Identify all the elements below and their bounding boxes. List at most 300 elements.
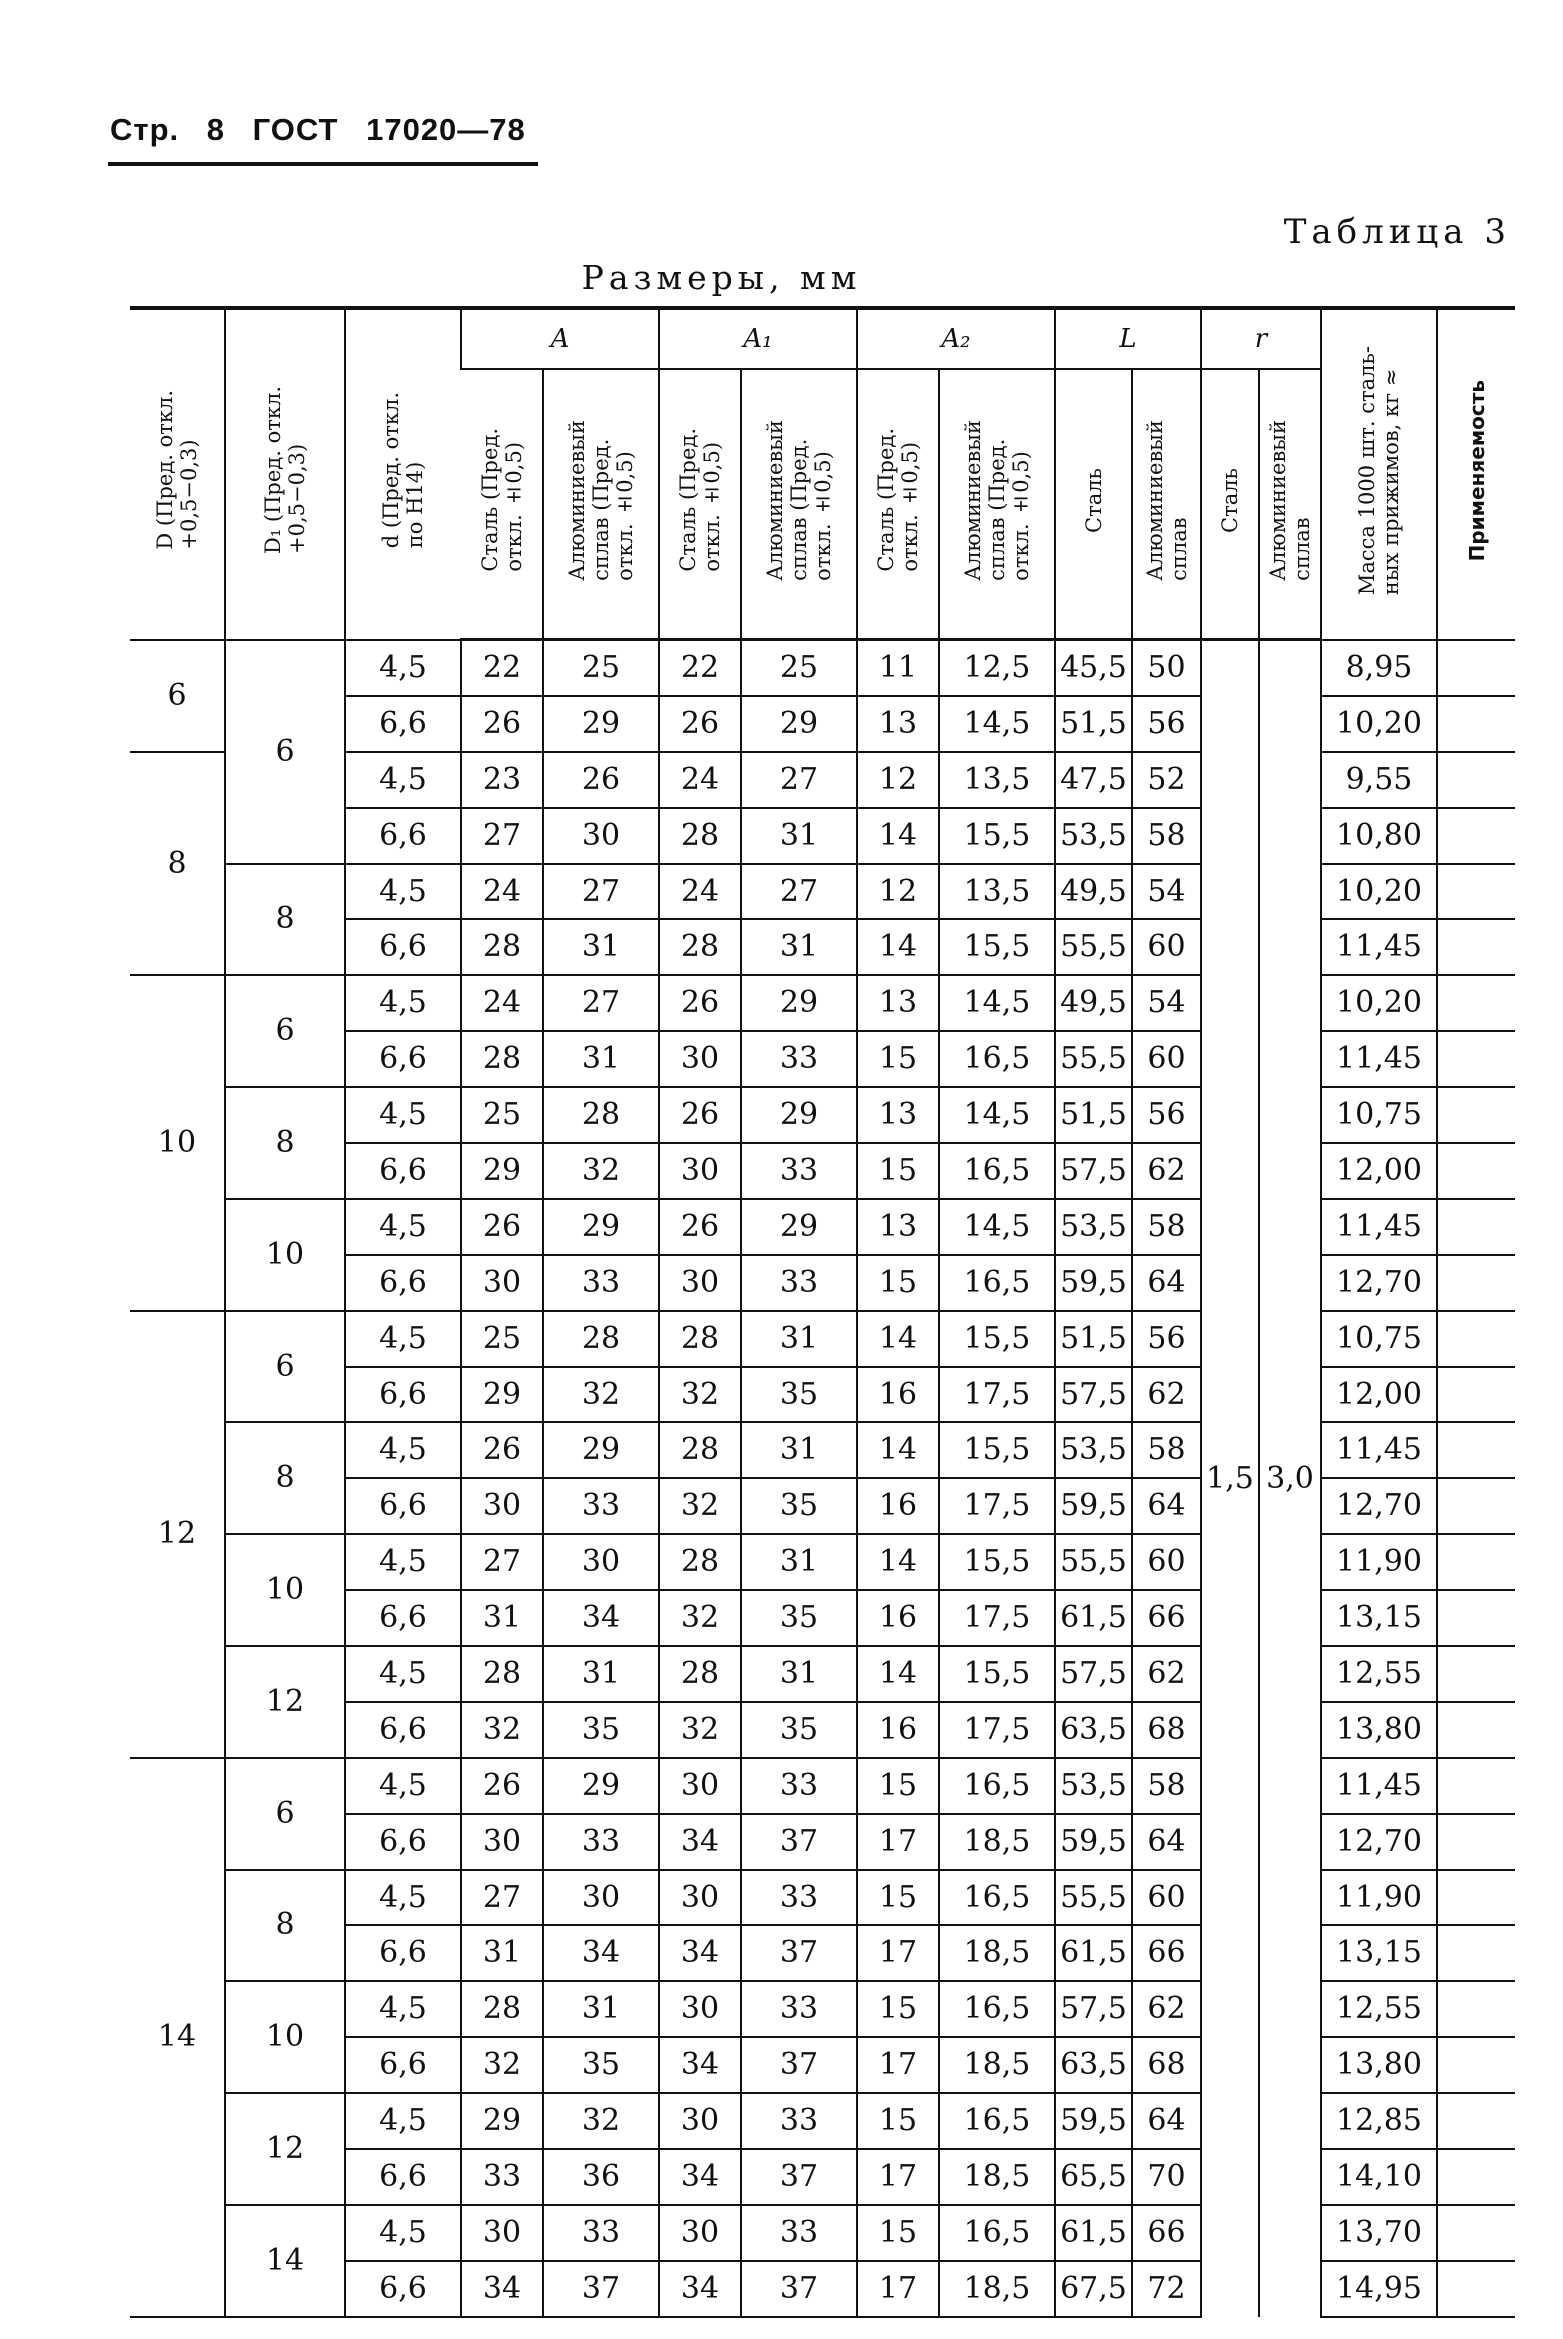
cell-A2-alu: 15,5 <box>939 1534 1055 1590</box>
cell-A2-alu: 17,5 <box>939 1590 1055 1646</box>
cell-A1-alu: 33 <box>741 1758 857 1814</box>
header-application: Применяемость <box>1437 308 1515 640</box>
cell-d: 6,6 <box>345 1367 461 1423</box>
cell-A-alu: 30 <box>543 1534 659 1590</box>
header-A-alu: Алюминиевый сплав (Пред. откл. ±0,5) <box>543 369 659 640</box>
cell-A1-steel: 26 <box>659 696 741 752</box>
cell-A2-steel: 14 <box>857 1534 939 1590</box>
cell-L-steel: 67,5 <box>1055 2261 1132 2317</box>
cell-application <box>1437 1981 1515 2037</box>
cell-D1: 10 <box>225 1981 345 2093</box>
cell-A1-steel: 34 <box>659 2261 741 2317</box>
cell-mass: 8,95 <box>1321 640 1437 696</box>
cell-L-steel: 53,5 <box>1055 808 1132 864</box>
header-rule <box>108 162 538 166</box>
cell-A1-steel: 32 <box>659 1590 741 1646</box>
cell-mass: 11,90 <box>1321 1534 1437 1590</box>
cell-L-alu: 60 <box>1132 919 1201 975</box>
cell-A2-alu: 16,5 <box>939 1031 1055 1087</box>
cell-A2-alu: 18,5 <box>939 2261 1055 2317</box>
cell-A2-alu: 18,5 <box>939 2149 1055 2205</box>
cell-A1-steel: 34 <box>659 2149 741 2205</box>
cell-A-alu: 27 <box>543 975 659 1031</box>
cell-D1: 8 <box>225 864 345 976</box>
cell-A2-steel: 15 <box>857 2093 939 2149</box>
cell-A1-steel: 28 <box>659 1534 741 1590</box>
cell-d: 4,5 <box>345 752 461 808</box>
cell-A-alu: 32 <box>543 1143 659 1199</box>
cell-L-alu: 52 <box>1132 752 1201 808</box>
cell-d: 4,5 <box>345 640 461 696</box>
cell-A2-alu: 17,5 <box>939 1702 1055 1758</box>
cell-A1-steel: 30 <box>659 1255 741 1311</box>
dimensions-table <box>130 306 1515 2318</box>
cell-d: 6,6 <box>345 808 461 864</box>
cell-A2-steel: 15 <box>857 2205 939 2261</box>
cell-A2-steel: 15 <box>857 1143 939 1199</box>
cell-mass: 10,75 <box>1321 1087 1437 1143</box>
cell-A2-alu: 16,5 <box>939 1758 1055 1814</box>
header-D1: D₁ (Пред. откл. +0,5−0,3) <box>225 308 345 640</box>
cell-A1-steel: 34 <box>659 1925 741 1981</box>
cell-A1-alu: 33 <box>741 2205 857 2261</box>
cell-A1-alu: 37 <box>741 2149 857 2205</box>
cell-L-alu: 64 <box>1132 2093 1201 2149</box>
cell-A-steel: 27 <box>461 1870 543 1926</box>
cell-A-alu: 31 <box>543 1031 659 1087</box>
cell-A1-steel: 34 <box>659 2037 741 2093</box>
cell-A-alu: 35 <box>543 2037 659 2093</box>
cell-A2-alu: 14,5 <box>939 696 1055 752</box>
header-group-A: A <box>461 308 659 369</box>
cell-A-steel: 26 <box>461 1422 543 1478</box>
cell-A2-steel: 16 <box>857 1478 939 1534</box>
cell-application <box>1437 1870 1515 1926</box>
cell-L-steel: 59,5 <box>1055 2093 1132 2149</box>
cell-d: 4,5 <box>345 864 461 920</box>
cell-A1-steel: 34 <box>659 1814 741 1870</box>
cell-d: 4,5 <box>345 1534 461 1590</box>
cell-d: 6,6 <box>345 2037 461 2093</box>
cell-L-steel: 59,5 <box>1055 1478 1132 1534</box>
cell-application <box>1437 808 1515 864</box>
cell-mass: 10,75 <box>1321 1311 1437 1367</box>
cell-A-steel: 24 <box>461 975 543 1031</box>
cell-A1-alu: 31 <box>741 919 857 975</box>
cell-A1-steel: 26 <box>659 1199 741 1255</box>
cell-L-alu: 72 <box>1132 2261 1201 2317</box>
cell-A2-alu: 16,5 <box>939 2205 1055 2261</box>
cell-mass: 10,20 <box>1321 864 1437 920</box>
cell-A2-alu: 16,5 <box>939 2093 1055 2149</box>
cell-A1-steel: 32 <box>659 1367 741 1423</box>
cell-d: 6,6 <box>345 2261 461 2317</box>
cell-A1-alu: 35 <box>741 1590 857 1646</box>
cell-application <box>1437 1925 1515 1981</box>
cell-L-steel: 59,5 <box>1055 1255 1132 1311</box>
cell-A-alu: 33 <box>543 1814 659 1870</box>
cell-A1-alu: 27 <box>741 752 857 808</box>
cell-L-steel: 53,5 <box>1055 1199 1132 1255</box>
cell-L-steel: 53,5 <box>1055 1758 1132 1814</box>
cell-L-steel: 55,5 <box>1055 1870 1132 1926</box>
cell-A-steel: 26 <box>461 696 543 752</box>
cell-A2-alu: 16,5 <box>939 1255 1055 1311</box>
cell-A-alu: 30 <box>543 808 659 864</box>
cell-L-alu: 60 <box>1132 1534 1201 1590</box>
cell-application <box>1437 696 1515 752</box>
cell-A1-alu: 27 <box>741 864 857 920</box>
cell-A1-alu: 33 <box>741 1981 857 2037</box>
cell-A2-alu: 14,5 <box>939 1199 1055 1255</box>
cell-application <box>1437 1031 1515 1087</box>
header-A-steel: Сталь (Пред. откл. ±0,5) <box>461 369 543 640</box>
cell-A-alu: 28 <box>543 1311 659 1367</box>
cell-mass: 13,70 <box>1321 2205 1437 2261</box>
cell-A2-steel: 16 <box>857 1590 939 1646</box>
cell-mass: 12,70 <box>1321 1478 1437 1534</box>
cell-L-steel: 59,5 <box>1055 1814 1132 1870</box>
cell-A-alu: 31 <box>543 1981 659 2037</box>
cell-L-alu: 68 <box>1132 1702 1201 1758</box>
cell-d: 4,5 <box>345 1870 461 1926</box>
cell-d: 6,6 <box>345 1031 461 1087</box>
cell-A1-steel: 26 <box>659 1087 741 1143</box>
cell-A1-alu: 31 <box>741 1646 857 1702</box>
cell-A2-steel: 11 <box>857 640 939 696</box>
cell-A-steel: 33 <box>461 2149 543 2205</box>
cell-D1: 10 <box>225 1199 345 1311</box>
cell-A-alu: 34 <box>543 1925 659 1981</box>
cell-A2-alu: 16,5 <box>939 1870 1055 1926</box>
cell-A-steel: 28 <box>461 1981 543 2037</box>
cell-A1-alu: 33 <box>741 1255 857 1311</box>
cell-mass: 12,85 <box>1321 2093 1437 2149</box>
cell-L-alu: 56 <box>1132 1311 1201 1367</box>
cell-A2-alu: 18,5 <box>939 1925 1055 1981</box>
cell-mass: 12,70 <box>1321 1814 1437 1870</box>
cell-A-alu: 33 <box>543 1255 659 1311</box>
table-label: Таблица 3 <box>1283 212 1511 252</box>
cell-r-steel: 1,5 <box>1201 640 1259 2317</box>
cell-application <box>1437 2037 1515 2093</box>
cell-A2-alu: 15,5 <box>939 919 1055 975</box>
cell-A1-alu: 35 <box>741 1702 857 1758</box>
cell-L-steel: 49,5 <box>1055 864 1132 920</box>
cell-A2-steel: 15 <box>857 1255 939 1311</box>
cell-A-alu: 35 <box>543 1702 659 1758</box>
cell-A1-steel: 32 <box>659 1702 741 1758</box>
cell-A2-steel: 16 <box>857 1702 939 1758</box>
cell-L-steel: 55,5 <box>1055 919 1132 975</box>
cell-application <box>1437 2205 1515 2261</box>
cell-A-alu: 26 <box>543 752 659 808</box>
header-A1-alu: Алюминиевый сплав (Пред. откл. ±0,5) <box>741 369 857 640</box>
cell-A-alu: 25 <box>543 640 659 696</box>
cell-A2-alu: 15,5 <box>939 808 1055 864</box>
standard-name: ГОСТ <box>252 112 339 147</box>
cell-A2-alu: 15,5 <box>939 1422 1055 1478</box>
cell-mass: 13,15 <box>1321 1925 1437 1981</box>
cell-A2-steel: 14 <box>857 1646 939 1702</box>
cell-d: 4,5 <box>345 1646 461 1702</box>
cell-d: 6,6 <box>345 919 461 975</box>
cell-A2-steel: 17 <box>857 1925 939 1981</box>
cell-application <box>1437 640 1515 696</box>
cell-A2-alu: 15,5 <box>939 1646 1055 1702</box>
cell-A-steel: 28 <box>461 1031 543 1087</box>
cell-A-steel: 32 <box>461 2037 543 2093</box>
cell-A-steel: 23 <box>461 752 543 808</box>
table-row <box>130 640 1515 696</box>
cell-mass: 13,80 <box>1321 2037 1437 2093</box>
cell-application <box>1437 1087 1515 1143</box>
cell-application <box>1437 752 1515 808</box>
cell-A1-steel: 32 <box>659 1478 741 1534</box>
cell-d: 4,5 <box>345 1199 461 1255</box>
cell-d: 6,6 <box>345 1478 461 1534</box>
cell-d: 4,5 <box>345 2093 461 2149</box>
cell-A1-alu: 31 <box>741 808 857 864</box>
cell-L-steel: 57,5 <box>1055 1981 1132 2037</box>
cell-D1: 10 <box>225 1534 345 1646</box>
cell-A-alu: 29 <box>543 1422 659 1478</box>
cell-D: 14 <box>130 1758 225 2317</box>
cell-A1-steel: 22 <box>659 640 741 696</box>
cell-application <box>1437 919 1515 975</box>
cell-A2-steel: 17 <box>857 2149 939 2205</box>
cell-A1-steel: 24 <box>659 752 741 808</box>
cell-L-alu: 64 <box>1132 1478 1201 1534</box>
cell-A1-alu: 33 <box>741 1031 857 1087</box>
cell-A1-alu: 31 <box>741 1422 857 1478</box>
table-body <box>130 640 1515 2317</box>
cell-A2-steel: 14 <box>857 1311 939 1367</box>
cell-L-steel: 65,5 <box>1055 2149 1132 2205</box>
cell-A1-alu: 31 <box>741 1534 857 1590</box>
cell-L-alu: 58 <box>1132 808 1201 864</box>
cell-application <box>1437 1255 1515 1311</box>
cell-A1-steel: 30 <box>659 1143 741 1199</box>
cell-D1: 6 <box>225 640 345 864</box>
cell-L-alu: 56 <box>1132 696 1201 752</box>
cell-A-steel: 22 <box>461 640 543 696</box>
cell-A1-steel: 30 <box>659 1031 741 1087</box>
cell-d: 6,6 <box>345 1255 461 1311</box>
cell-L-alu: 58 <box>1132 1758 1201 1814</box>
cell-A1-steel: 30 <box>659 2205 741 2261</box>
cell-mass: 11,45 <box>1321 919 1437 975</box>
cell-application <box>1437 864 1515 920</box>
cell-d: 6,6 <box>345 1143 461 1199</box>
cell-d: 4,5 <box>345 1087 461 1143</box>
cell-A-steel: 31 <box>461 1925 543 1981</box>
cell-L-alu: 62 <box>1132 1646 1201 1702</box>
cell-A1-alu: 37 <box>741 1925 857 1981</box>
cell-L-steel: 47,5 <box>1055 752 1132 808</box>
cell-A1-steel: 28 <box>659 1422 741 1478</box>
cell-A-steel: 28 <box>461 1646 543 1702</box>
cell-L-alu: 58 <box>1132 1199 1201 1255</box>
cell-A2-alu: 15,5 <box>939 1311 1055 1367</box>
cell-application <box>1437 1311 1515 1367</box>
cell-L-steel: 61,5 <box>1055 1590 1132 1646</box>
cell-A2-steel: 13 <box>857 975 939 1031</box>
cell-application <box>1437 1367 1515 1423</box>
cell-A2-steel: 17 <box>857 1814 939 1870</box>
cell-application <box>1437 1478 1515 1534</box>
cell-mass: 14,10 <box>1321 2149 1437 2205</box>
cell-A1-steel: 28 <box>659 1311 741 1367</box>
cell-A-steel: 32 <box>461 1702 543 1758</box>
cell-A1-steel: 28 <box>659 808 741 864</box>
cell-A-alu: 32 <box>543 2093 659 2149</box>
cell-mass: 12,55 <box>1321 1981 1437 2037</box>
cell-A2-alu: 17,5 <box>939 1367 1055 1423</box>
cell-A1-alu: 25 <box>741 640 857 696</box>
cell-mass: 10,80 <box>1321 808 1437 864</box>
cell-A-alu: 31 <box>543 919 659 975</box>
table-caption <box>0 258 1563 297</box>
cell-application <box>1437 1422 1515 1478</box>
cell-L-steel: 51,5 <box>1055 1087 1132 1143</box>
cell-A-steel: 30 <box>461 1814 543 1870</box>
cell-A-alu: 36 <box>543 2149 659 2205</box>
cell-mass: 12,55 <box>1321 1646 1437 1702</box>
cell-L-alu: 62 <box>1132 1981 1201 2037</box>
cell-d: 4,5 <box>345 1758 461 1814</box>
cell-A1-steel: 30 <box>659 1758 741 1814</box>
cell-d: 6,6 <box>345 1814 461 1870</box>
cell-A2-steel: 15 <box>857 1031 939 1087</box>
page-header-prefix: Стр. <box>110 112 180 147</box>
cell-A-steel: 26 <box>461 1199 543 1255</box>
cell-application <box>1437 2261 1515 2317</box>
cell-r-alu: 3,0 <box>1259 640 1321 2317</box>
cell-d: 6,6 <box>345 1925 461 1981</box>
cell-application <box>1437 1646 1515 1702</box>
cell-application <box>1437 975 1515 1031</box>
cell-d: 6,6 <box>345 696 461 752</box>
cell-D1: 8 <box>225 1870 345 1982</box>
cell-L-steel: 51,5 <box>1055 696 1132 752</box>
header-group-r: r <box>1201 308 1321 369</box>
cell-A-alu: 34 <box>543 1590 659 1646</box>
cell-A-steel: 25 <box>461 1311 543 1367</box>
cell-mass: 13,80 <box>1321 1702 1437 1758</box>
cell-A1-alu: 35 <box>741 1478 857 1534</box>
cell-mass: 10,20 <box>1321 696 1437 752</box>
cell-d: 6,6 <box>345 1702 461 1758</box>
cell-mass: 9,55 <box>1321 752 1437 808</box>
cell-L-alu: 60 <box>1132 1031 1201 1087</box>
cell-A1-alu: 33 <box>741 2093 857 2149</box>
cell-A1-steel: 28 <box>659 919 741 975</box>
cell-A2-steel: 13 <box>857 1087 939 1143</box>
cell-mass: 11,45 <box>1321 1422 1437 1478</box>
cell-A1-alu: 29 <box>741 696 857 752</box>
standard-number: 17020—78 <box>366 112 526 147</box>
cell-mass: 11,45 <box>1321 1758 1437 1814</box>
cell-A-steel: 29 <box>461 1143 543 1199</box>
cell-A2-alu: 14,5 <box>939 1087 1055 1143</box>
cell-A1-alu: 37 <box>741 2037 857 2093</box>
cell-A1-alu: 37 <box>741 1814 857 1870</box>
header-group-L: L <box>1055 308 1201 369</box>
cell-A2-steel: 14 <box>857 808 939 864</box>
cell-A-alu: 30 <box>543 1870 659 1926</box>
table-caption-text: Размеры, мм <box>581 258 862 297</box>
cell-d: 6,6 <box>345 1590 461 1646</box>
cell-L-steel: 55,5 <box>1055 1031 1132 1087</box>
cell-D1: 6 <box>225 975 345 1087</box>
header-r-steel: Сталь <box>1201 369 1259 640</box>
cell-L-alu: 58 <box>1132 1422 1201 1478</box>
cell-mass: 11,45 <box>1321 1199 1437 1255</box>
cell-L-alu: 66 <box>1132 2205 1201 2261</box>
cell-A1-alu: 31 <box>741 1311 857 1367</box>
cell-L-steel: 55,5 <box>1055 1534 1132 1590</box>
header-A2-alu: Алюминиевый сплав (Пред. откл. ±0,5) <box>939 369 1055 640</box>
page-header <box>110 112 544 148</box>
cell-L-steel: 57,5 <box>1055 1367 1132 1423</box>
cell-A1-steel: 30 <box>659 1870 741 1926</box>
cell-A1-alu: 29 <box>741 975 857 1031</box>
cell-A-steel: 30 <box>461 2205 543 2261</box>
cell-L-steel: 61,5 <box>1055 1925 1132 1981</box>
cell-A1-steel: 24 <box>659 864 741 920</box>
cell-A-alu: 29 <box>543 1199 659 1255</box>
cell-D1: 12 <box>225 1646 345 1758</box>
cell-d: 4,5 <box>345 2205 461 2261</box>
header-L-steel: Сталь <box>1055 369 1132 640</box>
cell-D1: 6 <box>225 1311 345 1423</box>
cell-A-alu: 28 <box>543 1087 659 1143</box>
cell-A-alu: 29 <box>543 696 659 752</box>
cell-A2-alu: 17,5 <box>939 1478 1055 1534</box>
header-D: D (Пред. откл. +0,5−0,3) <box>130 308 225 640</box>
cell-A-alu: 33 <box>543 1478 659 1534</box>
cell-A2-alu: 14,5 <box>939 975 1055 1031</box>
cell-A-alu: 33 <box>543 2205 659 2261</box>
cell-L-alu: 60 <box>1132 1870 1201 1926</box>
cell-L-alu: 64 <box>1132 1814 1201 1870</box>
cell-L-steel: 61,5 <box>1055 2205 1132 2261</box>
cell-A-steel: 30 <box>461 1255 543 1311</box>
cell-L-alu: 70 <box>1132 2149 1201 2205</box>
cell-A2-steel: 12 <box>857 752 939 808</box>
cell-D: 10 <box>130 975 225 1310</box>
cell-A2-alu: 16,5 <box>939 1981 1055 2037</box>
cell-A2-steel: 17 <box>857 2037 939 2093</box>
cell-L-alu: 50 <box>1132 640 1201 696</box>
cell-A1-steel: 26 <box>659 975 741 1031</box>
cell-A2-steel: 14 <box>857 919 939 975</box>
page-number: 8 <box>206 112 225 147</box>
cell-D1: 6 <box>225 1758 345 1870</box>
cell-L-alu: 54 <box>1132 864 1201 920</box>
cell-L-steel: 45,5 <box>1055 640 1132 696</box>
cell-d: 4,5 <box>345 1422 461 1478</box>
cell-L-alu: 68 <box>1132 2037 1201 2093</box>
cell-A2-steel: 13 <box>857 696 939 752</box>
cell-application <box>1437 1758 1515 1814</box>
cell-A1-alu: 29 <box>741 1199 857 1255</box>
cell-L-steel: 53,5 <box>1055 1422 1132 1478</box>
cell-A-steel: 29 <box>461 2093 543 2149</box>
cell-A2-alu: 18,5 <box>939 2037 1055 2093</box>
cell-A1-alu: 29 <box>741 1087 857 1143</box>
